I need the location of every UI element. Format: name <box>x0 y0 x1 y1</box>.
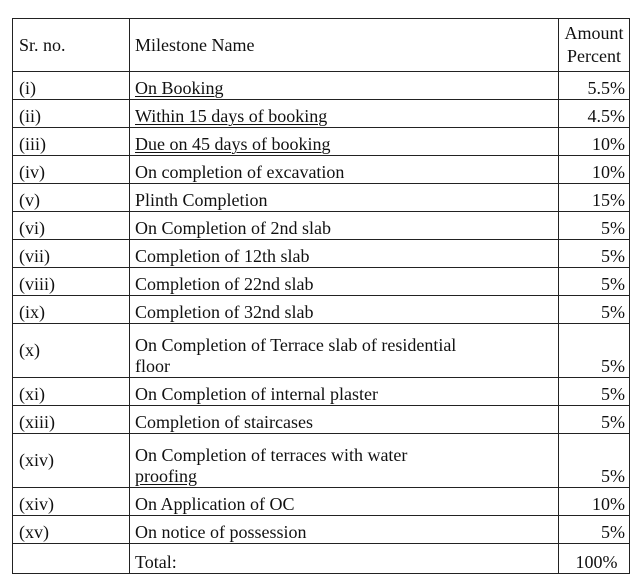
table-row <box>13 128 630 156</box>
row-milestone: Completion of 12th slab <box>130 240 559 268</box>
table-row <box>13 72 630 100</box>
row-sr-no: (iv) <box>13 156 130 184</box>
row-milestone-line2: floor <box>135 356 170 376</box>
row-percent: 5% <box>559 434 630 488</box>
row-percent: 10% <box>559 128 630 156</box>
table-row <box>13 406 630 434</box>
row-percent: 4.5% <box>559 100 630 128</box>
row-sr-no: (xiv) <box>13 434 130 488</box>
header-amount-percent <box>559 19 630 72</box>
row-sr-no: (v) <box>13 184 130 212</box>
row-percent: 5% <box>559 212 630 240</box>
row-milestone-text: On Booking <box>135 78 224 98</box>
row-milestone-line2 <box>135 466 553 487</box>
row-milestone: Completion of 22nd slab <box>130 268 559 296</box>
row-percent: 5% <box>559 406 630 434</box>
row-sr-no: (xiii) <box>13 406 130 434</box>
row-percent: 5% <box>559 268 630 296</box>
header-sr-no: Sr. no. <box>13 19 130 72</box>
table-row <box>13 324 630 378</box>
row-milestone-text: Due on 45 days of booking <box>135 134 331 154</box>
total-percent: 100% <box>559 544 630 574</box>
table-row <box>13 378 630 406</box>
row-sr-no: (viii) <box>13 268 130 296</box>
row-percent: 5% <box>559 378 630 406</box>
row-sr-no: (vi) <box>13 212 130 240</box>
header-amount-line2: Percent <box>567 46 621 66</box>
row-milestone: On notice of possession <box>130 516 559 544</box>
table-row <box>13 516 630 544</box>
table-row <box>13 268 630 296</box>
row-sr-no: (ii) <box>13 100 130 128</box>
row-sr-no: (xi) <box>13 378 130 406</box>
row-sr-no: (x) <box>13 324 130 378</box>
row-milestone <box>130 324 559 378</box>
table-row <box>13 488 630 516</box>
row-milestone-line1: On Completion of Terrace slab of residential <box>135 335 457 355</box>
row-milestone: On completion of excavation <box>130 156 559 184</box>
row-milestone-line1: On Completion of terraces with water <box>135 445 408 465</box>
row-percent: 5% <box>559 240 630 268</box>
header-amount-line1: Amount <box>564 23 624 43</box>
row-sr-no: (xiv) <box>13 488 130 516</box>
row-milestone: On Completion of internal plaster <box>130 378 559 406</box>
row-milestone <box>130 434 559 488</box>
row-percent: 10% <box>559 488 630 516</box>
header-milestone-name: Milestone Name <box>130 19 559 72</box>
row-sr-no: (vii) <box>13 240 130 268</box>
row-sr-no: (i) <box>13 72 130 100</box>
row-milestone: On Completion of 2nd slab <box>130 212 559 240</box>
table-row <box>13 156 630 184</box>
total-label: Total: <box>130 544 559 574</box>
row-percent: 10% <box>559 156 630 184</box>
table-row <box>13 100 630 128</box>
row-milestone <box>130 128 559 156</box>
table-row <box>13 434 630 488</box>
total-row <box>13 544 630 574</box>
total-empty-cell <box>13 544 130 574</box>
row-milestone: Plinth Completion <box>130 184 559 212</box>
row-percent: 5% <box>559 324 630 378</box>
table-row <box>13 240 630 268</box>
row-sr-no: (xv) <box>13 516 130 544</box>
row-percent: 5% <box>559 296 630 324</box>
payment-schedule <box>12 18 630 574</box>
row-milestone <box>130 100 559 128</box>
table-row <box>13 212 630 240</box>
row-milestone: Completion of 32nd slab <box>130 296 559 324</box>
row-percent: 5.5% <box>559 72 630 100</box>
row-milestone: Completion of staircases <box>130 406 559 434</box>
header-row <box>13 19 630 72</box>
row-milestone-line2-text: proofing <box>135 466 197 486</box>
milestone-table <box>12 18 630 574</box>
row-milestone: On Application of OC <box>130 488 559 516</box>
row-percent: 5% <box>559 516 630 544</box>
table-row <box>13 296 630 324</box>
row-milestone <box>130 72 559 100</box>
row-milestone-text: Within 15 days of booking <box>135 106 328 126</box>
row-percent: 15% <box>559 184 630 212</box>
row-sr-no: (ix) <box>13 296 130 324</box>
table-row <box>13 184 630 212</box>
row-sr-no: (iii) <box>13 128 130 156</box>
